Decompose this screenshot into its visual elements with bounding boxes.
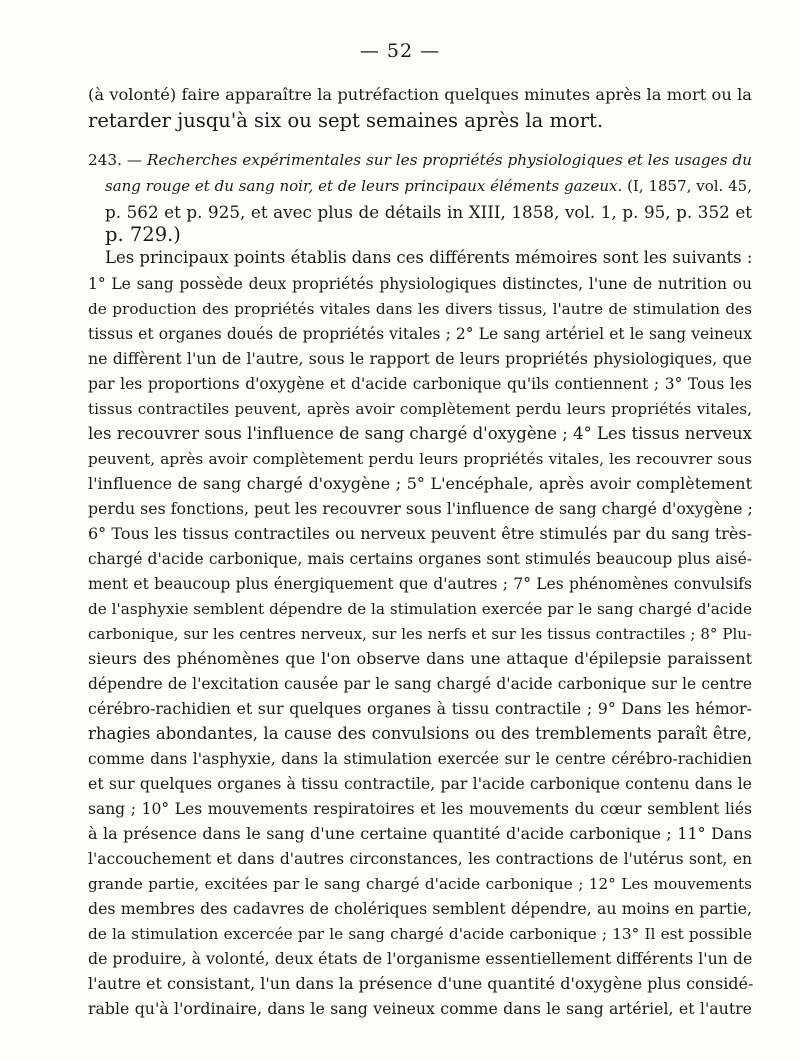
text-line: l'accouchement et dans d'autres circonstances, les contractions de l'utérus sont, en (88, 850, 752, 868)
text-line: ne diffèrent l'un de l'autre, sous le rapport de leurs propriétés physiologiques, que (88, 349, 752, 368)
entry-heading-line (88, 147, 752, 173)
text-line: rable qu'à l'ordinaire, dans le sang veineux comme dans le sang artériel, et l'autre (88, 999, 752, 1018)
entry-title: Recherches expérimentales sur les propriétés physiologiques et les usages du (146, 151, 752, 169)
text-line: tissus contractiles peuvent, après avoir complètement perdu leurs propriétés vitales, (88, 400, 752, 418)
text-line: ment et beaucoup plus énergiquement que d'autres ; 7° Les phénomènes convulsifs (88, 575, 752, 593)
text-line: peuvent, après avoir complètement perdu leurs propriétés vitales, les recouvrer sous (88, 450, 752, 468)
text-line: de l'asphyxie semblent dépendre de la stimulation exercée par le sang chargé d'acide (88, 600, 752, 618)
text-line: des membres des cadavres de cholériques semblent dépendre, au moins en partie, (88, 899, 752, 918)
entry-title-continued: sang rouge et du sang noir, et de leurs principaux éléments gazeux. (105, 177, 623, 195)
entry-reference-line: p. 562 et p. 925, et avec plus de détails in XIII, 1858, vol. 1, p. 95, p. 352 et (105, 202, 752, 222)
text-line: de produire, à volonté, deux états de l'organisme essentiellement différents l'un de (88, 949, 753, 968)
text-line: perdu ses fonctions, peut les recouvrer sous l'influence de sang chargé d'oxygène ; (88, 499, 753, 518)
text-line: l'influence de sang chargé d'oxygène ; 5° L'encéphale, après avoir complètement (88, 474, 752, 493)
text-line: par les proportions d'oxygène et d'acide carbonique qu'ils contiennent ; 3° Tous les (88, 375, 752, 393)
text-line: à la présence dans le sang d'une certaine quantité d'acide carbonique ; 11° Dans (88, 824, 752, 843)
entry-reference-line: p. 729.) (105, 223, 181, 246)
text-line: chargé d'acide carbonique, mais certains organes sont stimulés beaucoup plus aisé- (88, 550, 752, 568)
entry-reference: (I, 1857, vol. 45, (627, 177, 752, 195)
text-line: dépendre de l'excitation causée par le sang chargé d'acide carbonique sur le centre (88, 675, 752, 693)
entry-number: 243. — (88, 151, 143, 169)
text-line: et sur quelques organes à tissu contractile, par l'acide carbonique contenu dans le (88, 774, 752, 793)
text-line: tissus et organes doués de propriétés vitales ; 2° Le sang artériel et le sang veineux (88, 325, 752, 343)
paragraph-first-line: Les principaux points établis dans ces différents mémoires sont les suivants : (105, 248, 753, 267)
text-line: grande partie, excitées par le sang chargé d'acide carbonique ; 12° Les mouvements (88, 875, 752, 893)
text-line: de la stimulation excercée par le sang chargé d'acide carbonique ; 13° Il est possible (88, 925, 752, 943)
text-line: cérébro-rachidien et sur quelques organes à tissu contractile ; 9° Dans les hémor- (88, 699, 752, 718)
text-line: l'autre et consistant, l'un dans la présence d'une quantité d'oxygène plus considé- (88, 974, 754, 993)
text-line: les recouvrer sous l'influence de sang chargé d'oxygène ; 4° Les tissus nerveux (88, 424, 752, 443)
text-line: rhagies abondantes, la cause des convulsions ou des tremblements paraît être, (88, 724, 752, 743)
text-line: sang ; 10° Les mouvements respiratoires et les mouvements du cœur semblent liés (88, 800, 752, 818)
text-line: carbonique, sur les centres nerveux, sur les nerfs et sur les tissus contractiles ; 8° Plu- (88, 625, 752, 643)
text-line: (à volonté) faire apparaître la putréfaction quelques minutes après la mort ou la (88, 85, 752, 104)
text-line: comme dans l'asphyxie, dans la stimulation exercée sur le centre cérébro-rachidien (88, 750, 752, 768)
text-line: sieurs des phénomènes que l'on observe dans une attaque d'épilepsie paraissent (88, 649, 752, 668)
page-number: — 52 — (359, 40, 441, 62)
entry-heading-line (105, 173, 752, 199)
text-line: 1° Le sang possède deux propriétés physiologiques distinctes, l'une de nutrition ou (88, 275, 752, 293)
text-line: de production des propriétés vitales dans les divers tissus, l'autre de stimulation des (88, 300, 752, 318)
text-line: retarder jusqu'à six ou sept semaines après la mort. (88, 109, 604, 132)
text-line: 6° Tous les tissus contractiles ou nerveux peuvent être stimulés par du sang très- (88, 524, 752, 543)
